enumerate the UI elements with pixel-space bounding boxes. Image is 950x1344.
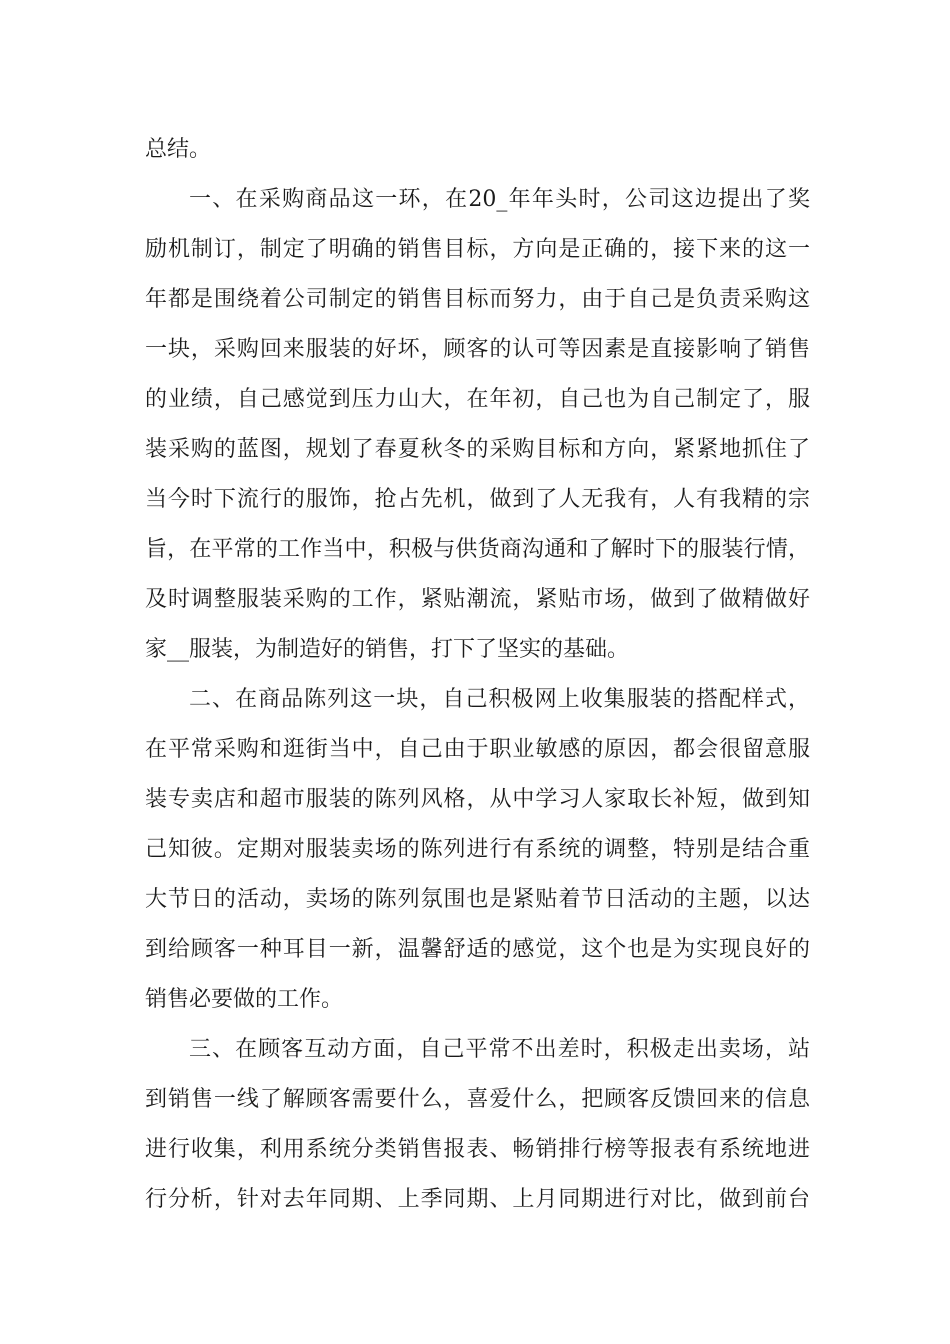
text-line: 在平常采购和逛街当中，自己由于职业敏感的原因，都会很留意服 xyxy=(145,737,810,762)
text-line: 己知彼。定期对服装卖场的陈列进行有系统的调整，特别是结合重 xyxy=(145,837,810,862)
text-line: 当今时下流行的服饰，抢占先机，做到了人无我有，人有我精的宗 xyxy=(145,487,810,512)
text-line: 总结。 xyxy=(145,137,212,162)
text-line: 一块，采购回来服装的好坏，顾客的认可等因素是直接影响了销售 xyxy=(145,337,810,362)
text-line: 的业绩，自己感觉到压力山大，在年初，自己也为自己制定了，服 xyxy=(145,387,810,412)
text-line: 旨，在平常的工作当中，积极与供货商沟通和了解时下的服装行情， xyxy=(145,537,810,562)
document-body xyxy=(145,125,810,1225)
text-line: 行分析，针对去年同期、上季同期、上月同期进行对比，做到前台 xyxy=(145,1187,810,1212)
text-line: 三、在顾客互动方面，自己平常不出差时，积极走出卖场，站 xyxy=(189,1037,810,1062)
text-line: 装专卖店和超市服装的陈列风格，从中学习人家取长补短，做到知 xyxy=(145,787,810,812)
text-line: 进行收集，利用系统分类销售报表、畅销排行榜等报表有系统地进 xyxy=(145,1137,810,1162)
text-line: 到给顾客一种耳目一新，温馨舒适的感觉，这个也是为实现良好的 xyxy=(145,937,810,962)
text-line: 大节日的活动，卖场的陈列氛围也是紧贴着节日活动的主题，以达 xyxy=(145,887,810,912)
text-line: 励机制订，制定了明确的销售目标，方向是正确的，接下来的这一 xyxy=(145,237,810,262)
text-line: 装采购的蓝图，规划了春夏秋冬的采购目标和方向，紧紧地抓住了 xyxy=(145,437,810,462)
text-line: 二、在商品陈列这一块，自己积极网上收集服装的搭配样式， xyxy=(189,687,810,712)
text-line: 销售必要做的工作。 xyxy=(145,987,344,1012)
text-line: 一、在采购商品这一环，在20_年年头时，公司这边提出了奖 xyxy=(189,187,810,212)
text-line: 家__服装，为制造好的销售，打下了坚实的基础。 xyxy=(145,637,630,662)
text-line: 到销售一线了解顾客需要什么，喜爱什么，把顾客反馈回来的信息 xyxy=(145,1087,810,1112)
text-line: 及时调整服装采购的工作，紧贴潮流，紧贴市场，做到了做精做好 xyxy=(145,587,810,612)
text-line: 年都是围绕着公司制定的销售目标而努力，由于自己是负责采购这 xyxy=(145,287,810,312)
